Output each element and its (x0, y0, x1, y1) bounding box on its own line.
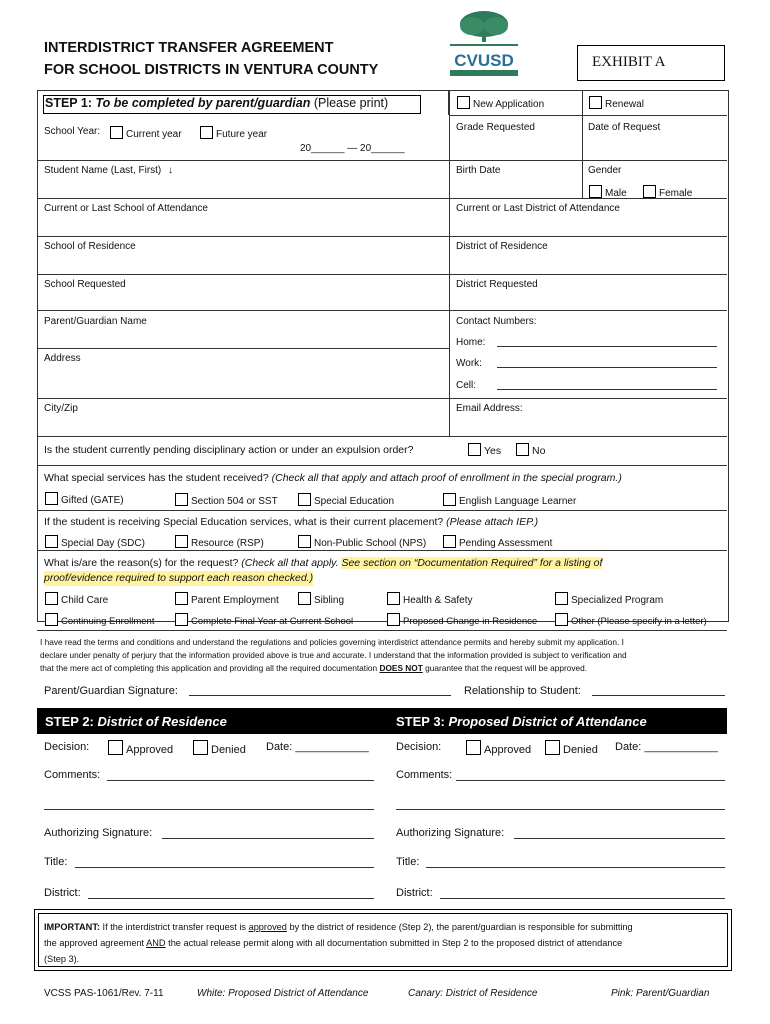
cell-phone-field[interactable] (497, 389, 717, 390)
student-name-label: Student Name (Last, First) ↓ (44, 165, 174, 176)
complete-final-year-option[interactable]: Complete Final Year at Current School (175, 613, 353, 627)
district-residence-label: District of Residence (456, 241, 548, 252)
form-title (44, 37, 378, 81)
school-residence-label: School of Residence (44, 241, 136, 252)
step3-denied-option[interactable]: Denied (545, 740, 598, 756)
future-year-option[interactable]: Future year (200, 126, 267, 140)
gifted-checkbox[interactable] (45, 492, 58, 505)
pending-assessment-option[interactable]: Pending Assessment (443, 535, 552, 549)
step3-title-label: Title: (396, 856, 420, 868)
female-checkbox[interactable] (643, 185, 656, 198)
continuing-enrollment-checkbox[interactable] (45, 613, 58, 626)
relationship-label: Relationship to Student: (464, 685, 581, 697)
svg-text:CVUSD: CVUSD (454, 51, 514, 70)
step3-comments-field[interactable] (456, 780, 725, 781)
rsp-option[interactable]: Resource (RSP) (175, 535, 264, 549)
step3-decision-label: Decision: (396, 741, 442, 753)
step3-approved-option[interactable]: Approved (466, 740, 531, 756)
step3-title-field[interactable] (426, 867, 725, 868)
nps-checkbox[interactable] (298, 535, 311, 548)
rsp-checkbox[interactable] (175, 535, 188, 548)
step3-district-label: District: (396, 887, 433, 899)
step3-comments-line2[interactable] (396, 809, 725, 810)
step2-date-field[interactable]: Date: ____________ (266, 741, 369, 753)
form-id: VCSS PAS-1061/Rev. 7-11 (44, 988, 164, 999)
male-option[interactable]: Male (589, 185, 627, 199)
signature-label: Parent/Guardian Signature: (44, 685, 178, 697)
new-application-option[interactable]: New Application (457, 96, 544, 110)
section504-checkbox[interactable] (175, 493, 188, 506)
school-requested-label: School Requested (44, 279, 126, 290)
special-services-question: What special services has the student received? (Check all that apply and attach proof of enrollment in the special program.) (44, 472, 622, 484)
city-zip-label: City/Zip (44, 403, 78, 414)
continuing-enrollment-option[interactable]: Continuing Enrollment (45, 613, 154, 627)
child-care-option[interactable]: Child Care (45, 592, 108, 606)
special-ed-option[interactable]: Special Education (298, 493, 394, 507)
step2-comments-line2[interactable] (44, 809, 374, 810)
work-phone-label: Work: (456, 358, 482, 369)
step2-approved-checkbox[interactable] (108, 740, 123, 755)
step3-district-field[interactable] (440, 898, 725, 899)
step2-comments-label: Comments: (44, 769, 101, 781)
home-phone-label: Home: (456, 337, 486, 348)
school-year-label: School Year: (44, 126, 101, 137)
relationship-field[interactable] (592, 695, 725, 696)
birth-date-label: Birth Date (456, 165, 501, 176)
future-year-checkbox[interactable] (200, 126, 213, 139)
district-requested-label: District Requested (456, 279, 538, 290)
gifted-option[interactable]: Gifted (GATE) (45, 492, 124, 506)
specialized-program-checkbox[interactable] (555, 592, 568, 605)
step2-district-label: District: (44, 887, 81, 899)
current-year-checkbox[interactable] (110, 126, 123, 139)
step2-denied-option[interactable]: Denied (193, 740, 246, 756)
signature-field[interactable] (189, 695, 451, 696)
arrow-down-icon: ↓ (168, 165, 174, 176)
current-year-option[interactable]: Current year (110, 126, 182, 140)
disciplinary-no-checkbox[interactable] (516, 443, 529, 456)
step2-approved-option[interactable]: Approved (108, 740, 173, 756)
important-notice: IMPORTANT: If the interdistrict transfer request is approved by the district of residence (Step 2), the parent/guardian is responsible for submitting the approved agreement AND the actual release permit along with all documentation submitted in Step 2 to the proposed district of attendance (Step 3). (34, 909, 732, 971)
gender-label: Gender (588, 165, 622, 176)
step2-authorizing-field[interactable] (162, 838, 374, 839)
step3-denied-checkbox[interactable] (545, 740, 560, 755)
step3-approved-checkbox[interactable] (466, 740, 481, 755)
nps-option[interactable]: Non-Public School (NPS) (298, 535, 426, 549)
parent-employment-checkbox[interactable] (175, 592, 188, 605)
step3-date-field[interactable]: Date: ____________ (615, 741, 718, 753)
step2-authorizing-label: Authorizing Signature: (44, 827, 153, 839)
health-safety-checkbox[interactable] (387, 592, 400, 605)
parent-employment-option[interactable]: Parent Employment (175, 592, 279, 606)
step2-title-label: Title: (44, 856, 68, 868)
cvusd-logo (444, 8, 524, 78)
sibling-option[interactable]: Sibling (298, 592, 344, 606)
step3-heading: STEP 3: Proposed District of Attendance (396, 714, 647, 729)
disciplinary-question: Is the student currently pending disciplinary action or under an expulsion order? (44, 444, 414, 456)
step2-denied-checkbox[interactable] (193, 740, 208, 755)
step3-authorizing-label: Authorizing Signature: (396, 827, 505, 839)
email-label: Email Address: (456, 403, 523, 414)
form-title-line2: FOR SCHOOL DISTRICTS IN VENTURA COUNTY (44, 62, 379, 78)
disciplinary-no-option[interactable]: No (516, 443, 545, 457)
parent-name-label: Parent/Guardian Name (44, 316, 147, 327)
sibling-checkbox[interactable] (298, 592, 311, 605)
step2-heading: STEP 2: District of Residence (45, 714, 227, 729)
ell-checkbox[interactable] (443, 493, 456, 506)
steps-2-3-bar (37, 708, 727, 734)
footer-canary-copy: Canary: District of Residence (408, 988, 538, 999)
proposed-change-option[interactable]: Proposed Change in Residence (387, 613, 537, 627)
contact-numbers-label: Contact Numbers: (456, 316, 537, 327)
step3-authorizing-field[interactable] (514, 838, 725, 839)
tree-logo-icon (444, 8, 524, 78)
form-title-line1: INTERDISTRICT TRANSFER AGREEMENT (44, 40, 334, 56)
reasons-question: What is/are the reason(s) for the request? (Check all that apply. See section on “Documentation Required” for a listing of proof/evidence required to support each reason checked.) (44, 557, 603, 584)
current-school-label: Current or Last School of Attendance (44, 203, 208, 214)
exhibit-label: EXHIBIT A (592, 54, 666, 70)
disciplinary-yes-checkbox[interactable] (468, 443, 481, 456)
year-range-field[interactable]: 20______ — 20______ (300, 143, 405, 154)
footer-white-copy: White: Proposed District of Attendance (197, 988, 369, 999)
step2-comments-field[interactable] (107, 780, 374, 781)
special-ed-checkbox[interactable] (298, 493, 311, 506)
other-option[interactable]: Other (Please specify in a letter) (555, 613, 707, 627)
disciplinary-yes-option[interactable]: Yes (468, 443, 501, 457)
placement-question: If the student is receiving Special Education services, what is their current placement? (Please attach IEP.) (44, 516, 539, 528)
step2-decision-label: Decision: (44, 741, 90, 753)
new-application-checkbox[interactable] (457, 96, 470, 109)
female-option[interactable]: Female (643, 185, 692, 199)
complete-final-year-checkbox[interactable] (175, 613, 188, 626)
sdc-option[interactable]: Special Day (SDC) (45, 535, 145, 549)
step2-district-field[interactable] (88, 898, 374, 899)
health-safety-option[interactable]: Health & Safety (387, 592, 472, 606)
male-checkbox[interactable] (589, 185, 602, 198)
step3-comments-label: Comments: (396, 769, 453, 781)
grade-requested-label: Grade Requested (456, 122, 535, 133)
address-label: Address (44, 353, 81, 364)
pending-assessment-checkbox[interactable] (443, 535, 456, 548)
sdc-checkbox[interactable] (45, 535, 58, 548)
home-phone-field[interactable] (497, 346, 717, 347)
cell-phone-label: Cell: (456, 380, 477, 391)
section504-option[interactable]: Section 504 or SST (175, 493, 278, 507)
work-phone-field[interactable] (497, 367, 717, 368)
declaration-statement: I have read the terms and conditions and understand the regulations and policies governing interdistrict attendance permits and hereby submit my application. I declare under penalty of perjury that the information provided above is true and accurate. I understand that the information provided is subject to verification and that the mere act of completing this application and providing all the required documentation DOES NOT guarantee that the request will be approved. (40, 637, 627, 673)
renewal-option[interactable]: Renewal (589, 96, 644, 110)
footer-pink-copy: Pink: Parent/Guardian (611, 988, 710, 999)
exhibit-box (577, 45, 725, 81)
other-checkbox[interactable] (555, 613, 568, 626)
specialized-program-option[interactable]: Specialized Program (555, 592, 663, 606)
ell-option[interactable]: English Language Learner (443, 493, 576, 507)
current-district-label: Current or Last District of Attendance (456, 203, 620, 214)
date-of-request-label: Date of Request (588, 122, 661, 133)
step2-title-field[interactable] (75, 867, 374, 868)
step1-heading: STEP 1: To be completed by parent/guardian (Please print) (45, 96, 389, 110)
proposed-change-checkbox[interactable] (387, 613, 400, 626)
renewal-checkbox[interactable] (589, 96, 602, 109)
child-care-checkbox[interactable] (45, 592, 58, 605)
